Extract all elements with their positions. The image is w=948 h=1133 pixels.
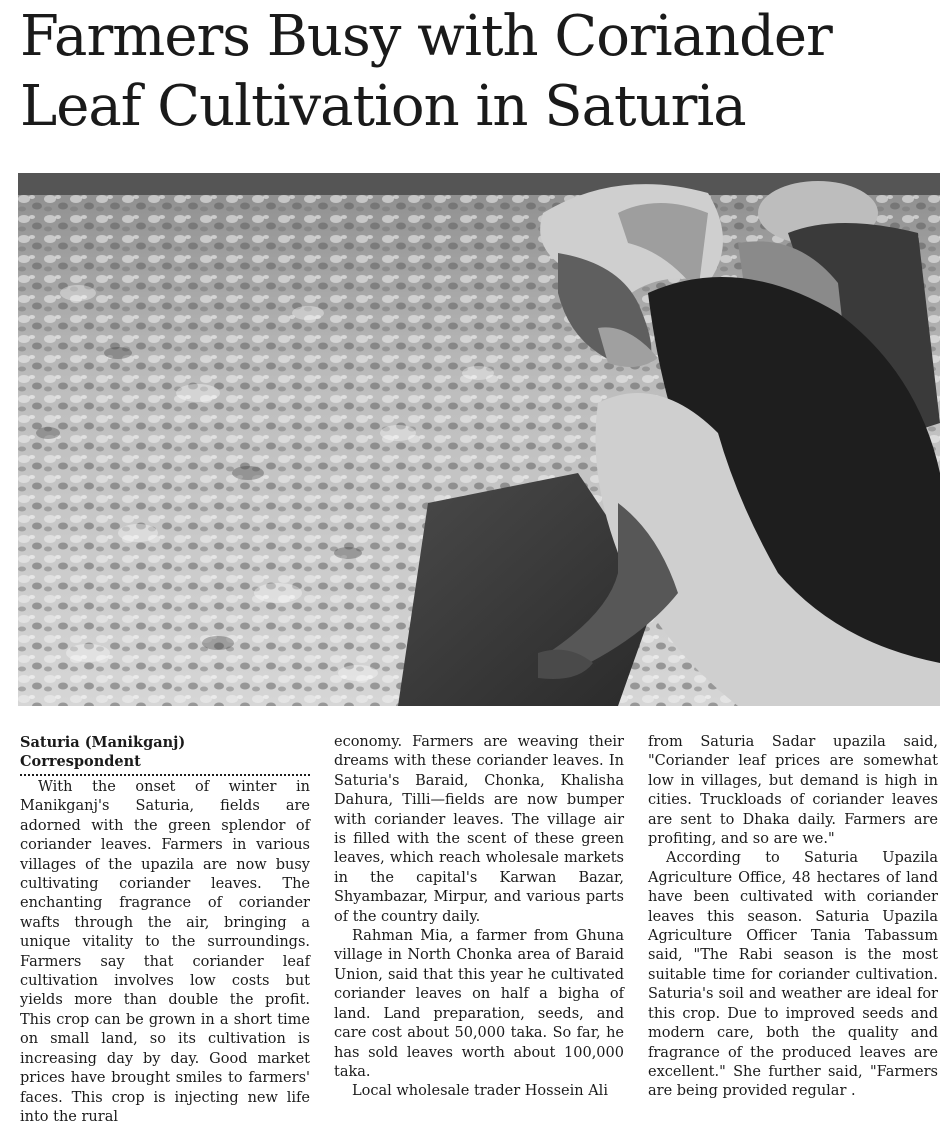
byline: Saturia (Manikganj) Correspondent: [20, 733, 310, 776]
article-column-1: [20, 733, 310, 1127]
article-column-2: [334, 733, 624, 1102]
article-paragraph: from Saturia Sadar upazila said, "Coriander leaf prices are somewhat low in villages, but demand is high in cities. Truckloads of coriander leaves are sent to Dhaka daily. Farmers are profiting, and so are we.": [648, 734, 938, 848]
headline: Farmers Busy with Coriander Leaf Cultivation in Saturia: [20, 4, 832, 139]
column-body: [648, 733, 938, 1102]
column-body: [20, 778, 310, 1127]
article-paragraph: Rahman Mia, a farmer from Ghuna village in North Chonka area of Baraid Union, said that this year he cultivated coriander leaves on half a bigha of land. Land preparation, seeds, and care cost about 50,000 taka. So far, he has sold leaves worth about 100,000 taka.: [334, 928, 624, 1080]
article-paragraph: Local wholesale trader Hossein Ali: [352, 1083, 608, 1100]
article-paragraph: With the onset of winter in Manikganj's Saturia, fields are adorned with the green splendor of coriander leaves. Farmers in various villages of the upazila are now busy cultivating coriander leaves. The enchanting fragrance of coriander wafts through the air, bringing a unique vitality to the surroundings. Farmers say that coriander leaf cultivation involves low costs but yields more than double the profit. This crop can be grown in a short time on small land, so its cultivation is increasing day by day. Good market prices have brought smiles to farmers' faces. This crop is injecting new life into the rural: [20, 779, 310, 1125]
column-body: [334, 733, 624, 1102]
article-column-3: [648, 733, 938, 1102]
farmer-harvesting-photo: [18, 173, 940, 706]
article-paragraph: According to Saturia Upazila Agriculture Office, 48 hectares of land have been cultivated with coriander leaves this season. Saturia Upazila Agriculture Officer Tania Tabassum said, "The Rabi season is the most suitable time for coriander cultivation. Saturia's soil and weather are ideal for this crop. Due to improved seeds and modern care, both the quality and fragrance of the produced leaves are excellent." She further said, "Farmers are being provided regular .: [648, 850, 938, 1100]
article-paragraph: economy. Farmers are weaving their dreams with these coriander leaves. In Saturia's Baraid, Chonka, Khalisha Dahura, Tilli—fields are now bumper with coriander leaves. The village air is filled with the scent of these green leaves, which reach wholesale markets in the capital's Karwan Bazar, Shyambazar, Mirpur, and various parts of the country daily.: [334, 734, 624, 925]
